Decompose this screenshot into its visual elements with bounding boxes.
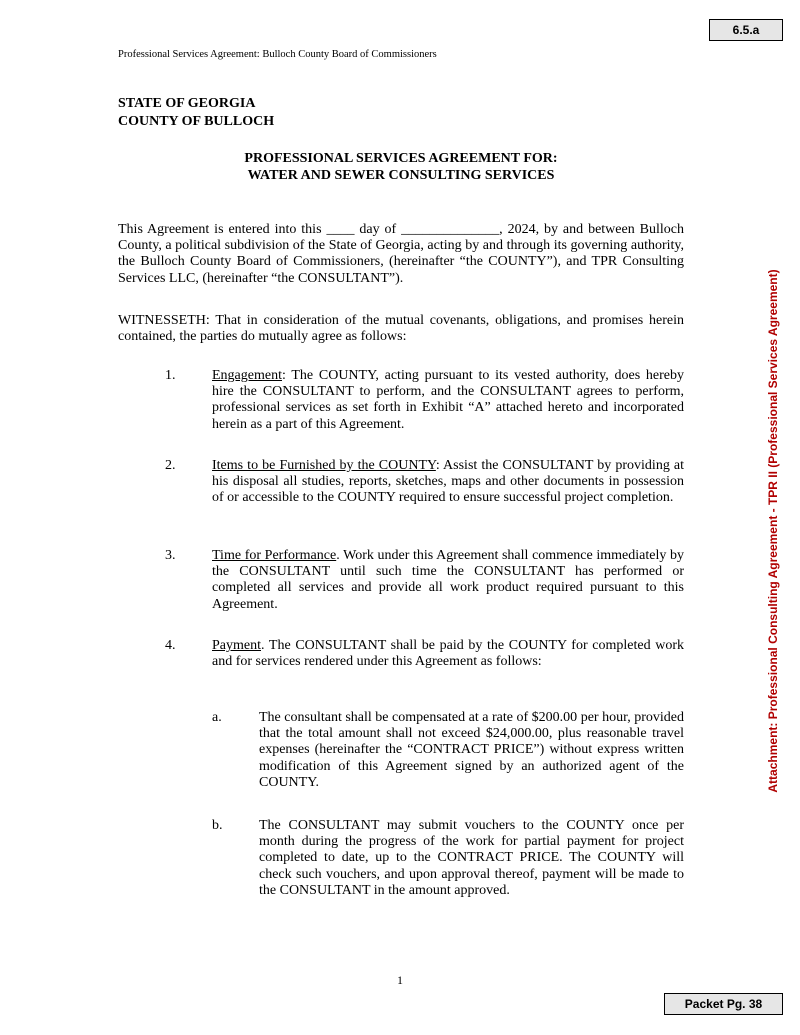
title-line-1: PROFESSIONAL SERVICES AGREEMENT FOR:: [244, 151, 558, 166]
item-heading: Engagement: [212, 368, 282, 383]
attachment-side-note: Attachment: Professional Consulting Agreement - TPR II (Professional Services Agreement): [766, 269, 780, 793]
item-time-for-performance: [212, 548, 684, 613]
running-header: Professional Services Agreement: Bulloch County Board of Commissioners: [118, 49, 437, 60]
title-line-2: WATER AND SEWER CONSULTING SERVICES: [247, 168, 555, 183]
state-heading: STATE OF GEORGIA: [118, 96, 256, 111]
item-heading: Time for Performance: [212, 548, 337, 563]
item-body: . The CONSULTANT shall be paid by the COUNTY for completed work and for services rendered under this Agreement as follows:: [212, 638, 684, 670]
item-engagement: [212, 368, 684, 433]
county-heading: COUNTY OF BULLOCH: [118, 114, 275, 129]
item-body: . Work under this Agreement shall commence immediately by the CONSULTANT until such time the CONSULTANT has performed or completed all services and provide all work product required pursuant to this Agreement.: [212, 548, 684, 612]
subitem-letter: a.: [212, 710, 222, 725]
packet-page-tag: Packet Pg. 38: [664, 993, 783, 1015]
witnesseth-paragraph: WITNESSETH: That in consideration of the mutual covenants, obligations, and promises herein contained, the parties do mutually agree as follows:: [118, 313, 684, 345]
page-number: 1: [397, 973, 403, 987]
jurisdiction-block: [118, 95, 274, 131]
item-number: 2.: [165, 458, 176, 473]
item-body: : The COUNTY, acting pursuant to its vested authority, does hereby hire the CONSULTANT to perform, and the CONSULTANT agrees to perform, professional services as set forth in Exhibit “A” attached hereto and incorporated herein as a part of this Agreement.: [212, 368, 684, 432]
intro-paragraph: This Agreement is entered into this ____ day of ______________, 2024, by and between Bulloch County, a political subdivision of the State of Georgia, acting by and through its governing authority, the Bulloch County Board of Commissioners, (hereinafter “the COUNTY”), and TPR Consulting Services LLC, (hereinafter “the CONSULTANT”).: [118, 222, 684, 286]
item-heading: Payment: [212, 638, 261, 653]
item-payment: [212, 638, 684, 670]
item-body: : Assist the CONSULTANT by providing at his disposal all studies, reports, sketches, maps and other documents in possession of or accessible to the COUNTY required to ensure successful project completion.: [212, 458, 685, 506]
item-heading: Items to be Furnished by the COUNTY: [212, 458, 436, 473]
item-number: 1.: [165, 368, 176, 383]
item-furnished: [212, 458, 684, 507]
agenda-item-tag: 6.5.a: [709, 19, 783, 41]
item-number: 4.: [165, 638, 176, 653]
item-number: 3.: [165, 548, 176, 563]
agreement-title: [118, 150, 684, 184]
subitem-compensation: The consultant shall be compensated at a rate of $200.00 per hour, provided that the total amount shall not exceed $24,000.00, plus reasonable travel expenses (hereinafter the “CONTRACT PRICE”) without express written modification of this Agreement signed by an authorized agent of the COUNTY.: [259, 710, 684, 790]
subitem-letter: b.: [212, 818, 223, 833]
subitem-vouchers: The CONSULTANT may submit vouchers to the COUNTY once per month during the progress of the work for partial payment for project completed to date, up to the CONTRACT PRICE. The COUNTY will check such vouchers, and upon approval thereof, payment will be made to the CONSULTANT in the amount approved.: [259, 818, 684, 898]
